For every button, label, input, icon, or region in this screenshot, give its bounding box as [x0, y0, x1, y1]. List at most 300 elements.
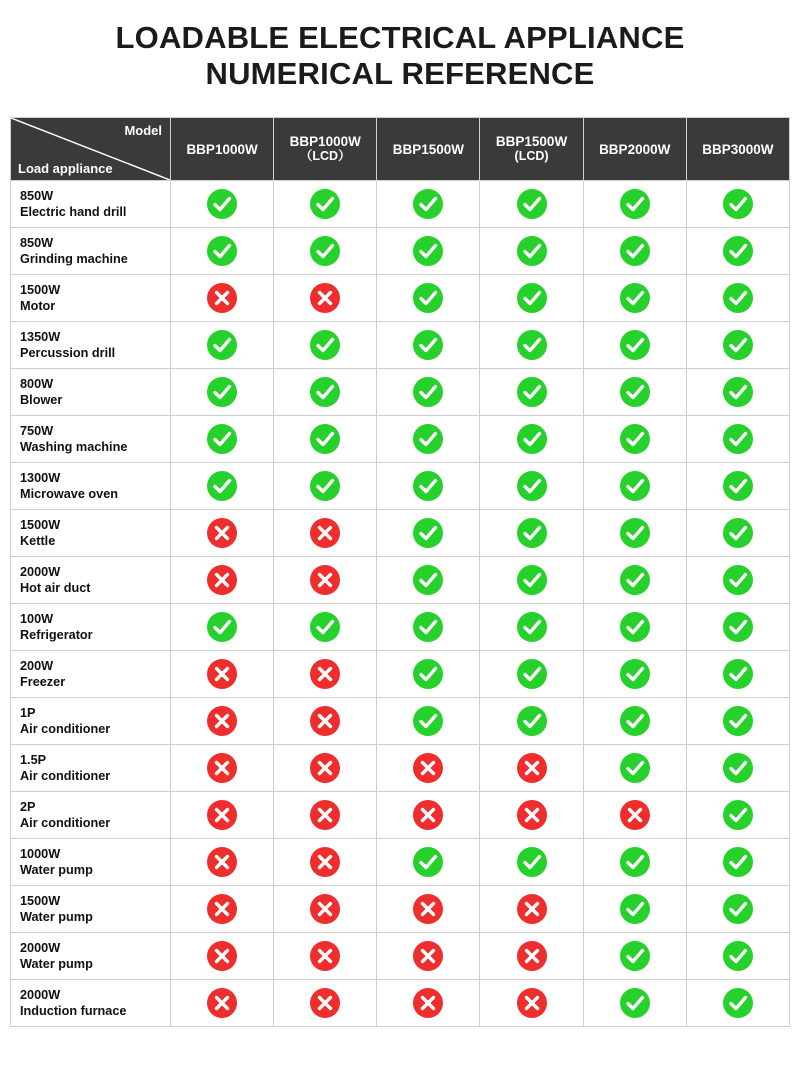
- check-icon: [207, 377, 237, 407]
- table-row: [11, 275, 790, 322]
- support-cell: [583, 228, 686, 275]
- check-icon: [723, 753, 753, 783]
- table-row: [11, 933, 790, 980]
- support-cell: [377, 557, 480, 604]
- appliance-wattage: 1350W: [20, 330, 61, 344]
- reference-table-wrapper: [10, 117, 790, 1027]
- support-cell: [583, 557, 686, 604]
- check-icon: [310, 471, 340, 501]
- appliance-wattage: 200W: [20, 659, 54, 673]
- cross-icon: [310, 518, 340, 548]
- support-cell: [583, 745, 686, 792]
- support-cell: [583, 604, 686, 651]
- check-icon: [310, 330, 340, 360]
- check-icon: [723, 283, 753, 313]
- check-icon: [723, 894, 753, 924]
- cross-icon: [620, 800, 650, 830]
- column-header-0-name: BBP1000W: [186, 141, 258, 157]
- appliance-wattage: 850W: [20, 189, 54, 203]
- check-icon: [620, 518, 650, 548]
- check-icon: [413, 236, 443, 266]
- table-body: [11, 181, 790, 1027]
- support-cell: [686, 322, 789, 369]
- support-cell: [274, 557, 377, 604]
- appliance-name: Water pump: [20, 863, 93, 877]
- support-cell: [583, 275, 686, 322]
- check-icon: [620, 424, 650, 454]
- support-cell: [171, 698, 274, 745]
- support-cell: [171, 980, 274, 1027]
- check-icon: [620, 659, 650, 689]
- support-cell: [377, 369, 480, 416]
- table-row: [11, 886, 790, 933]
- cross-icon: [207, 988, 237, 1018]
- cross-icon: [207, 659, 237, 689]
- appliance-name: Washing machine: [20, 440, 128, 454]
- support-cell: [274, 181, 377, 228]
- appliance-name: Hot air duct: [20, 581, 91, 595]
- appliance-wattage: 2P: [20, 800, 36, 814]
- column-header-0: [171, 118, 274, 181]
- support-cell: [171, 275, 274, 322]
- reference-table: [10, 117, 790, 1027]
- support-cell: [480, 463, 583, 510]
- check-icon: [620, 189, 650, 219]
- support-cell: [583, 651, 686, 698]
- support-cell: [480, 416, 583, 463]
- support-cell: [480, 322, 583, 369]
- support-cell: [686, 557, 789, 604]
- cross-icon: [517, 988, 547, 1018]
- check-icon: [620, 330, 650, 360]
- check-icon: [723, 189, 753, 219]
- table-row: [11, 604, 790, 651]
- cross-icon: [310, 988, 340, 1018]
- table-header-row: [11, 118, 790, 181]
- check-icon: [413, 565, 443, 595]
- support-cell: [274, 463, 377, 510]
- appliance-cell: [11, 510, 171, 557]
- column-header-3-sub: (LCD): [514, 149, 549, 163]
- check-icon: [517, 659, 547, 689]
- support-cell: [480, 275, 583, 322]
- check-icon: [207, 471, 237, 501]
- check-icon: [517, 612, 547, 642]
- check-icon: [517, 283, 547, 313]
- cross-icon: [310, 800, 340, 830]
- column-header-5: [686, 118, 789, 181]
- cross-icon: [310, 706, 340, 736]
- support-cell: [377, 604, 480, 651]
- support-cell: [377, 745, 480, 792]
- cross-icon: [517, 941, 547, 971]
- support-cell: [686, 416, 789, 463]
- check-icon: [517, 330, 547, 360]
- check-icon: [413, 659, 443, 689]
- support-cell: [686, 228, 789, 275]
- support-cell: [686, 792, 789, 839]
- table-row: [11, 416, 790, 463]
- support-cell: [480, 557, 583, 604]
- check-icon: [207, 189, 237, 219]
- support-cell: [583, 933, 686, 980]
- support-cell: [274, 369, 377, 416]
- corner-model-label: Model: [124, 123, 162, 138]
- cross-icon: [310, 941, 340, 971]
- support-cell: [171, 416, 274, 463]
- cross-icon: [517, 894, 547, 924]
- check-icon: [723, 706, 753, 736]
- table-row: [11, 463, 790, 510]
- appliance-cell: [11, 228, 171, 275]
- page-title-line-1: LOADABLE ELECTRICAL APPLIANCE: [115, 20, 685, 55]
- check-icon: [517, 424, 547, 454]
- support-cell: [377, 275, 480, 322]
- check-icon: [207, 236, 237, 266]
- table-corner-header: [11, 118, 171, 181]
- appliance-cell: [11, 275, 171, 322]
- appliance-wattage: 2000W: [20, 941, 61, 955]
- support-cell: [377, 792, 480, 839]
- check-icon: [723, 377, 753, 407]
- appliance-wattage: 1300W: [20, 471, 61, 485]
- cross-icon: [207, 753, 237, 783]
- support-cell: [480, 369, 583, 416]
- support-cell: [171, 510, 274, 557]
- table-row: [11, 557, 790, 604]
- appliance-cell: [11, 886, 171, 933]
- check-icon: [620, 988, 650, 1018]
- check-icon: [413, 847, 443, 877]
- cross-icon: [413, 894, 443, 924]
- cross-icon: [517, 800, 547, 830]
- check-icon: [517, 706, 547, 736]
- support-cell: [171, 886, 274, 933]
- column-header-3: [480, 118, 583, 181]
- corner-load-label: Load appliance: [18, 161, 113, 176]
- support-cell: [171, 463, 274, 510]
- appliance-wattage: 100W: [20, 612, 54, 626]
- check-icon: [620, 941, 650, 971]
- column-header-4-name: BBP2000W: [599, 141, 671, 157]
- support-cell: [274, 322, 377, 369]
- check-icon: [620, 753, 650, 783]
- check-icon: [517, 377, 547, 407]
- column-header-3-name: BBP1500W: [495, 134, 568, 149]
- support-cell: [480, 980, 583, 1027]
- appliance-wattage: 1500W: [20, 283, 61, 297]
- check-icon: [723, 612, 753, 642]
- check-icon: [517, 471, 547, 501]
- support-cell: [377, 416, 480, 463]
- cross-icon: [517, 753, 547, 783]
- check-icon: [310, 612, 340, 642]
- appliance-wattage: 1000W: [20, 847, 61, 861]
- check-icon: [413, 330, 443, 360]
- support-cell: [377, 980, 480, 1027]
- column-header-1-name: BBP1000W: [289, 134, 361, 149]
- check-icon: [413, 283, 443, 313]
- appliance-cell: [11, 792, 171, 839]
- cross-icon: [207, 941, 237, 971]
- support-cell: [686, 369, 789, 416]
- support-cell: [377, 933, 480, 980]
- support-cell: [583, 463, 686, 510]
- check-icon: [413, 424, 443, 454]
- support-cell: [274, 933, 377, 980]
- support-cell: [377, 181, 480, 228]
- appliance-cell: [11, 557, 171, 604]
- support-cell: [583, 416, 686, 463]
- appliance-name: Water pump: [20, 957, 93, 971]
- support-cell: [583, 369, 686, 416]
- table-row: [11, 651, 790, 698]
- cross-icon: [413, 800, 443, 830]
- support-cell: [480, 839, 583, 886]
- appliance-name: Percussion drill: [20, 346, 116, 360]
- check-icon: [413, 377, 443, 407]
- check-icon: [207, 330, 237, 360]
- support-cell: [377, 322, 480, 369]
- check-icon: [723, 236, 753, 266]
- check-icon: [310, 236, 340, 266]
- check-icon: [723, 471, 753, 501]
- appliance-cell: [11, 980, 171, 1027]
- support-cell: [480, 228, 583, 275]
- check-icon: [723, 424, 753, 454]
- support-cell: [171, 322, 274, 369]
- support-cell: [377, 228, 480, 275]
- check-icon: [413, 706, 443, 736]
- table-header: [11, 118, 790, 181]
- cross-icon: [310, 659, 340, 689]
- check-icon: [207, 424, 237, 454]
- support-cell: [583, 181, 686, 228]
- appliance-wattage: 2000W: [20, 565, 61, 579]
- table-row: [11, 839, 790, 886]
- appliance-name: Microwave oven: [20, 487, 119, 501]
- check-icon: [620, 565, 650, 595]
- check-icon: [517, 565, 547, 595]
- appliance-name: Induction furnace: [20, 1004, 127, 1018]
- cross-icon: [310, 753, 340, 783]
- appliance-wattage: 800W: [20, 377, 54, 391]
- support-cell: [377, 839, 480, 886]
- appliance-wattage: 750W: [20, 424, 54, 438]
- check-icon: [413, 189, 443, 219]
- support-cell: [274, 228, 377, 275]
- appliance-cell: [11, 651, 171, 698]
- cross-icon: [207, 565, 237, 595]
- support-cell: [480, 933, 583, 980]
- table-row: [11, 745, 790, 792]
- support-cell: [274, 275, 377, 322]
- appliance-wattage: 1500W: [20, 518, 61, 532]
- table-row: [11, 698, 790, 745]
- check-icon: [517, 847, 547, 877]
- support-cell: [171, 369, 274, 416]
- appliance-name: Motor: [20, 299, 56, 313]
- support-cell: [480, 651, 583, 698]
- cross-icon: [207, 706, 237, 736]
- appliance-name: Water pump: [20, 910, 93, 924]
- page-title-line-2: NUMERICAL REFERENCE: [205, 56, 595, 91]
- support-cell: [480, 181, 583, 228]
- support-cell: [480, 510, 583, 557]
- support-cell: [274, 839, 377, 886]
- support-cell: [274, 510, 377, 557]
- page-title: [0, 0, 800, 92]
- table-row: [11, 510, 790, 557]
- table-row: [11, 369, 790, 416]
- check-icon: [723, 518, 753, 548]
- support-cell: [686, 839, 789, 886]
- column-header-1-sub: （LCD）: [299, 149, 351, 163]
- support-cell: [171, 228, 274, 275]
- support-cell: [686, 745, 789, 792]
- appliance-cell: [11, 933, 171, 980]
- support-cell: [274, 651, 377, 698]
- table-row: [11, 792, 790, 839]
- support-cell: [686, 604, 789, 651]
- column-header-1: [274, 118, 377, 181]
- cross-icon: [413, 753, 443, 783]
- support-cell: [686, 933, 789, 980]
- support-cell: [274, 604, 377, 651]
- cross-icon: [310, 565, 340, 595]
- cross-icon: [207, 847, 237, 877]
- table-row: [11, 322, 790, 369]
- support-cell: [583, 980, 686, 1027]
- check-icon: [723, 800, 753, 830]
- cross-icon: [207, 518, 237, 548]
- check-icon: [620, 706, 650, 736]
- appliance-name: Air conditioner: [20, 722, 111, 736]
- check-icon: [310, 377, 340, 407]
- check-icon: [620, 471, 650, 501]
- support-cell: [171, 745, 274, 792]
- support-cell: [480, 604, 583, 651]
- support-cell: [583, 322, 686, 369]
- support-cell: [686, 181, 789, 228]
- appliance-cell: [11, 322, 171, 369]
- cross-icon: [207, 894, 237, 924]
- cross-icon: [207, 283, 237, 313]
- support-cell: [377, 651, 480, 698]
- support-cell: [583, 839, 686, 886]
- column-header-5-name: BBP3000W: [702, 141, 774, 157]
- support-cell: [171, 181, 274, 228]
- support-cell: [480, 792, 583, 839]
- appliance-cell: [11, 181, 171, 228]
- check-icon: [723, 330, 753, 360]
- appliance-cell: [11, 416, 171, 463]
- check-icon: [207, 612, 237, 642]
- appliance-cell: [11, 745, 171, 792]
- cross-icon: [310, 283, 340, 313]
- cross-icon: [207, 800, 237, 830]
- check-icon: [517, 518, 547, 548]
- cross-icon: [413, 941, 443, 971]
- support-cell: [274, 980, 377, 1027]
- appliance-name: Freezer: [20, 675, 66, 689]
- column-header-2-name: BBP1500W: [392, 141, 465, 157]
- appliance-name: Air conditioner: [20, 816, 111, 830]
- appliance-wattage: 1500W: [20, 894, 61, 908]
- check-icon: [723, 659, 753, 689]
- check-icon: [413, 612, 443, 642]
- appliance-wattage: 1P: [20, 706, 36, 720]
- check-icon: [723, 847, 753, 877]
- check-icon: [723, 565, 753, 595]
- support-cell: [686, 463, 789, 510]
- support-cell: [171, 557, 274, 604]
- support-cell: [480, 745, 583, 792]
- appliance-name: Air conditioner: [20, 769, 111, 783]
- support-cell: [171, 933, 274, 980]
- appliance-name: Blower: [20, 393, 63, 407]
- support-cell: [480, 886, 583, 933]
- appliance-wattage: 2000W: [20, 988, 61, 1002]
- check-icon: [723, 941, 753, 971]
- appliance-name: Refrigerator: [20, 628, 93, 642]
- support-cell: [686, 980, 789, 1027]
- support-cell: [171, 839, 274, 886]
- check-icon: [310, 189, 340, 219]
- check-icon: [620, 377, 650, 407]
- table-row: [11, 181, 790, 228]
- support-cell: [686, 698, 789, 745]
- cross-icon: [413, 988, 443, 1018]
- appliance-name: Electric hand drill: [20, 205, 127, 219]
- check-icon: [620, 283, 650, 313]
- support-cell: [686, 510, 789, 557]
- check-icon: [310, 424, 340, 454]
- column-header-4: [583, 118, 686, 181]
- appliance-cell: [11, 463, 171, 510]
- column-header-2: [377, 118, 480, 181]
- appliance-name: Kettle: [20, 534, 56, 548]
- appliance-cell: [11, 369, 171, 416]
- appliance-cell: [11, 839, 171, 886]
- check-icon: [517, 236, 547, 266]
- appliance-cell: [11, 698, 171, 745]
- table-row: [11, 228, 790, 275]
- cross-icon: [310, 894, 340, 924]
- support-cell: [274, 698, 377, 745]
- support-cell: [171, 792, 274, 839]
- check-icon: [723, 988, 753, 1018]
- support-cell: [274, 792, 377, 839]
- support-cell: [274, 745, 377, 792]
- check-icon: [517, 189, 547, 219]
- support-cell: [583, 698, 686, 745]
- cross-icon: [310, 847, 340, 877]
- support-cell: [171, 604, 274, 651]
- support-cell: [686, 886, 789, 933]
- support-cell: [274, 886, 377, 933]
- check-icon: [620, 847, 650, 877]
- appliance-wattage: 850W: [20, 236, 54, 250]
- check-icon: [620, 894, 650, 924]
- support-cell: [377, 886, 480, 933]
- appliance-wattage: 1.5P: [20, 753, 47, 767]
- support-cell: [171, 651, 274, 698]
- appliance-cell: [11, 604, 171, 651]
- appliance-name: Grinding machine: [20, 252, 128, 266]
- support-cell: [583, 886, 686, 933]
- check-icon: [413, 471, 443, 501]
